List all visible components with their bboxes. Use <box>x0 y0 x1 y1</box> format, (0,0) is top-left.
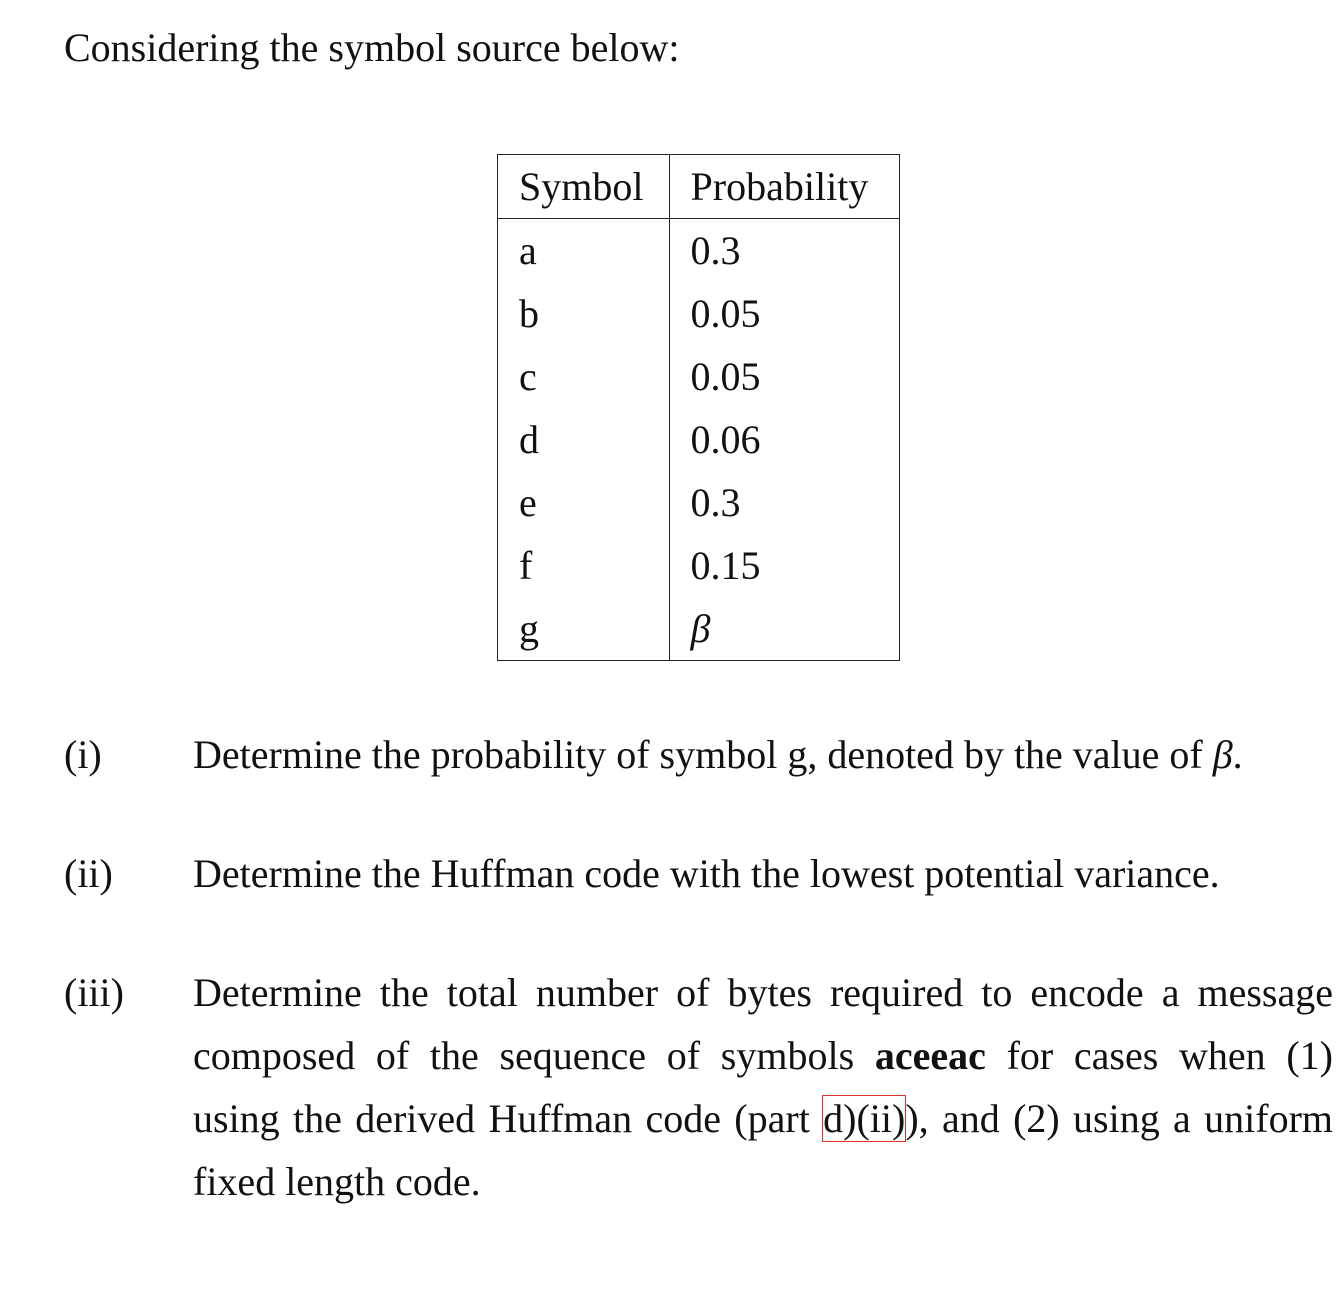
probability-cell: 0.15 <box>669 534 899 597</box>
table-header-row <box>498 155 900 219</box>
symbol-cell: c <box>498 345 670 408</box>
probability-cell: 0.3 <box>669 219 899 283</box>
question-label: (i) <box>64 732 102 777</box>
symbol-cell: d <box>498 408 670 471</box>
symbol-probability-table <box>497 154 900 661</box>
question-label: (iii) <box>64 970 124 1015</box>
symbol-cell: a <box>498 219 670 283</box>
line-2-end: for cases when (1) <box>985 1033 1333 1078</box>
question-text-main: Determine the probability of symbol g, denoted by the value of <box>193 732 1213 777</box>
intro-text: Considering the symbol source below: <box>64 25 680 70</box>
line-3-end: ), and (2) using a uniform <box>905 1096 1333 1141</box>
question-line-3 <box>193 1087 1333 1150</box>
probability-cell: 0.05 <box>669 282 899 345</box>
question-label: (ii) <box>64 851 113 896</box>
symbol-cell: f <box>498 534 670 597</box>
beta-symbol: β <box>1212 732 1233 777</box>
table-row <box>498 345 900 408</box>
question-text-end: . <box>1232 732 1243 777</box>
question-text <box>193 723 1333 786</box>
table-row <box>498 597 900 661</box>
table-row <box>498 408 900 471</box>
probability-cell: 0.3 <box>669 471 899 534</box>
probability-column-header: Probability <box>669 155 899 219</box>
symbol-cell: b <box>498 282 670 345</box>
line-3-start: using the derived Huffman code (part <box>193 1096 824 1141</box>
question-line-2 <box>193 1024 1333 1087</box>
message-sequence: aceeac <box>874 1033 986 1078</box>
table-row <box>498 219 900 283</box>
question-line-1: Determine the total number of bytes required to encode a message <box>193 970 1333 1015</box>
line-2-start: composed of the sequence of symbols <box>193 1033 875 1078</box>
table-row <box>498 534 900 597</box>
table-row <box>498 471 900 534</box>
probability-cell-beta: β <box>669 597 899 661</box>
question-text: Determine the Huffman code with the lowest potential variance. <box>193 851 1220 896</box>
probability-cell: 0.06 <box>669 408 899 471</box>
cross-reference-link[interactable]: d)(ii) <box>823 1096 906 1141</box>
question-line-4: fixed length code. <box>193 1159 481 1204</box>
symbol-cell: g <box>498 597 670 661</box>
symbol-cell: e <box>498 471 670 534</box>
symbol-column-header: Symbol <box>498 155 670 219</box>
question-text <box>193 961 1333 1213</box>
table-row <box>498 282 900 345</box>
probability-cell: 0.05 <box>669 345 899 408</box>
